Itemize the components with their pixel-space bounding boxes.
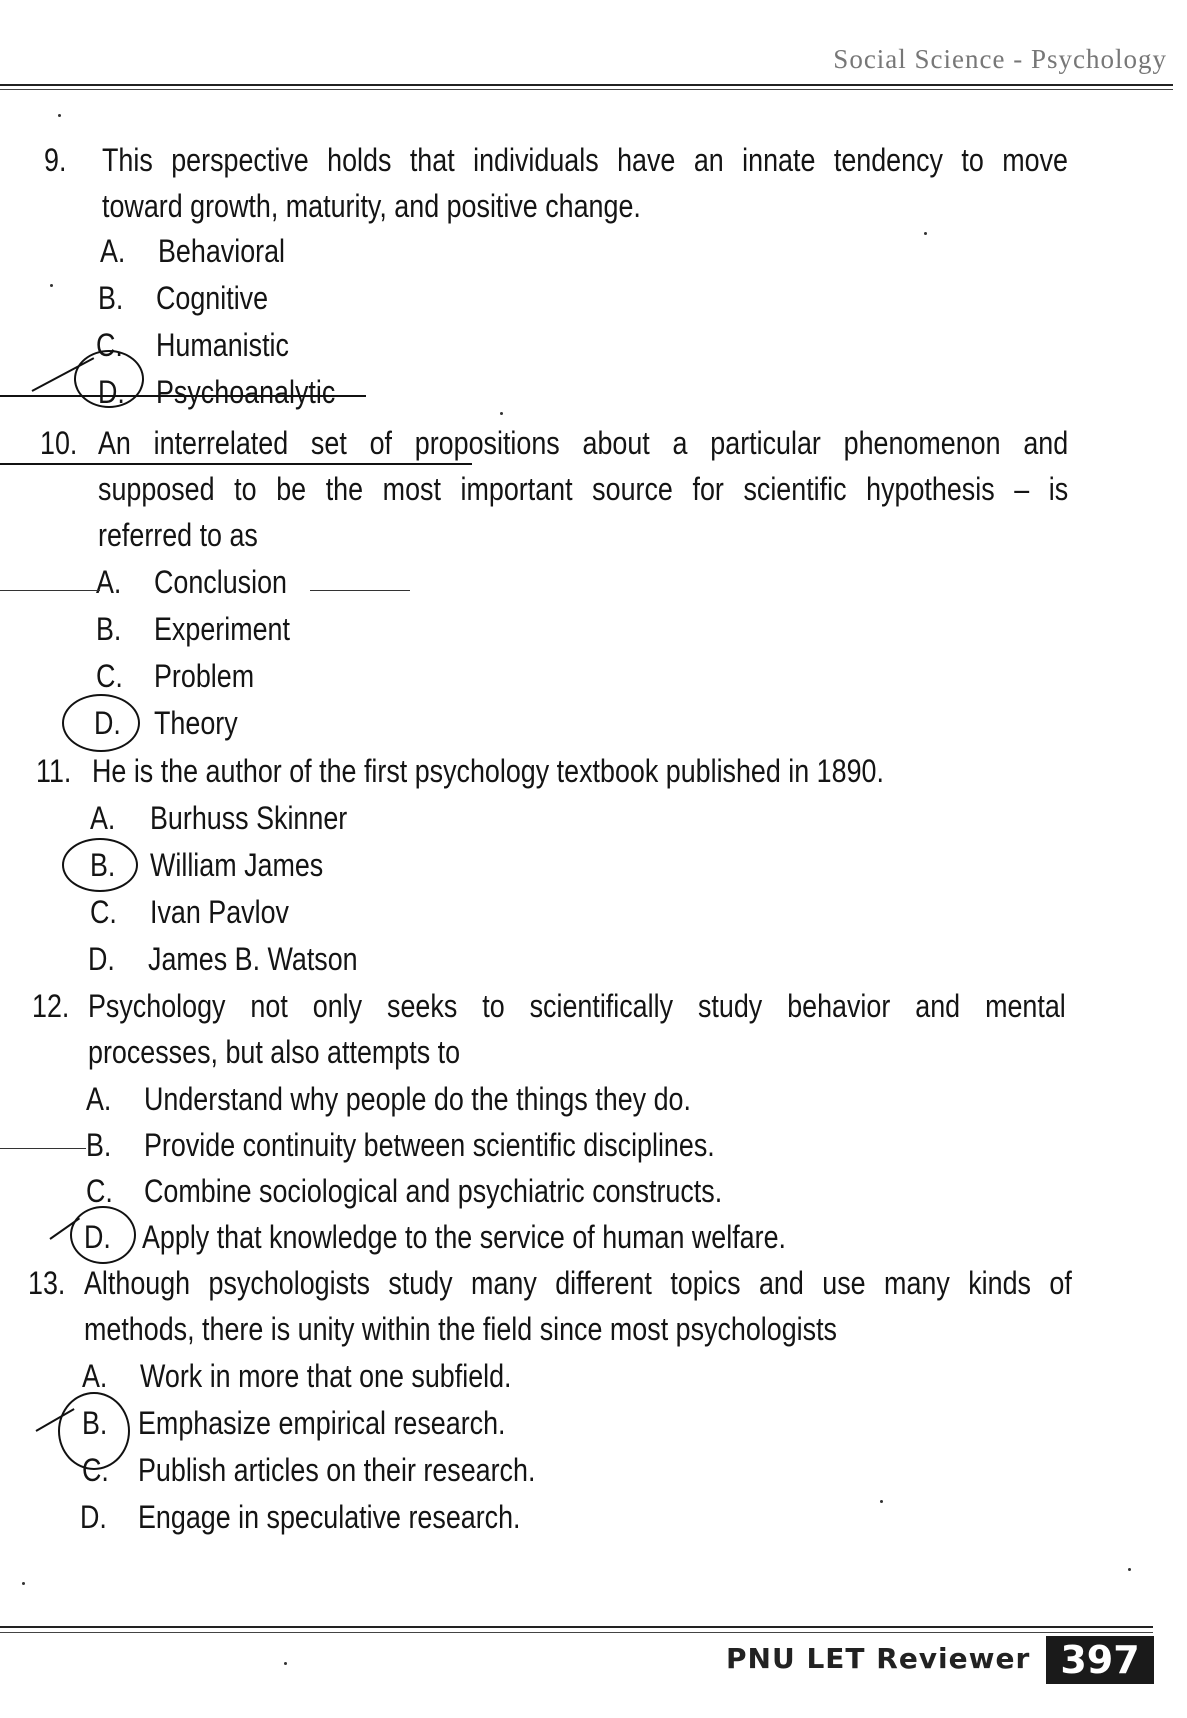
option-text: William James (150, 847, 324, 883)
answer-circle-mark (62, 838, 138, 892)
option-text: Emphasize empirical research. (138, 1405, 506, 1441)
header-rule (0, 84, 1173, 86)
option-letter: A. (90, 800, 116, 836)
option-letter: A. (96, 564, 122, 600)
page-header-title: Social Science - Psychology (833, 44, 1167, 74)
option-text: Behavioral (158, 233, 286, 269)
scan-speck (284, 1662, 287, 1665)
option-letter: B. (90, 847, 116, 883)
scan-speck (22, 1582, 25, 1585)
page-number-badge: 397 (1046, 1636, 1154, 1684)
footer-rule (0, 1626, 1153, 1628)
question-text-line: processes, but also attempts to (88, 1034, 461, 1070)
question-text-line: Psychology not only seeks to scientifically study behavior and mental (88, 988, 1066, 1024)
option-letter: A. (82, 1358, 108, 1394)
option-text: Provide continuity between scientific disciplines. (144, 1127, 715, 1163)
question-number: 12. (32, 988, 70, 1024)
answer-circle-mark (74, 350, 144, 408)
scan-speck (500, 412, 503, 415)
option-letter: C. (96, 658, 123, 694)
option-letter: D. (88, 941, 115, 977)
question-number: 13. (28, 1265, 66, 1301)
option-letter: D. (98, 374, 125, 410)
header-rule-thin (0, 89, 1173, 90)
question-text-line: methods, there is unity within the field since most psychologists (84, 1311, 837, 1347)
question-text-line: toward growth, maturity, and positive change. (102, 188, 641, 224)
stray-line-mark (310, 590, 410, 591)
scan-speck (50, 284, 53, 287)
scan-speck (924, 232, 927, 235)
footer-rule-thin (0, 1632, 1153, 1633)
question-text-line: He is the author of the first psychology textbook published in 1890. (92, 753, 884, 789)
scan-speck (1128, 1568, 1131, 1571)
strikethrough-mark (0, 395, 366, 397)
option-letter: D. (84, 1219, 111, 1255)
question-text-line: This perspective holds that individuals have an innate tendency to move (102, 142, 1068, 178)
scan-speck (880, 1500, 883, 1503)
option-letter: C. (96, 327, 123, 363)
option-text: James B. Watson (148, 941, 358, 977)
question-text-line: referred to as (98, 517, 258, 553)
option-text: Combine sociological and psychiatric constructs. (144, 1173, 723, 1209)
option-text: Conclusion (154, 564, 287, 600)
question-text-line: An interrelated set of propositions about a particular phenomenon and (98, 425, 1069, 461)
answer-circle-mark (62, 694, 140, 752)
scan-speck (58, 114, 61, 117)
option-text: Publish articles on their research. (138, 1452, 536, 1488)
option-text: Experiment (154, 611, 290, 647)
option-letter: D. (80, 1499, 107, 1535)
stray-line-mark (0, 1148, 86, 1149)
option-letter: C. (82, 1452, 109, 1488)
option-text: Theory (154, 705, 238, 741)
option-letter: A. (100, 233, 126, 269)
option-text: Ivan Pavlov (150, 894, 289, 930)
option-letter: B. (98, 280, 124, 316)
option-letter: C. (86, 1173, 113, 1209)
option-text: Cognitive (156, 280, 269, 316)
option-letter: C. (90, 894, 117, 930)
option-letter: A. (86, 1081, 112, 1117)
option-letter: B. (96, 611, 122, 647)
option-text: Burhuss Skinner (150, 800, 348, 836)
option-letter: B. (82, 1405, 108, 1441)
question-text-line: supposed to be the most important source for scientific hypothesis – is (98, 471, 1069, 507)
option-text: Understand why people do the things they do. (144, 1081, 691, 1117)
answer-circle-mark (70, 1206, 136, 1264)
option-text: Humanistic (156, 327, 289, 363)
footer-title: PNU LET Reviewer (726, 1642, 1031, 1675)
option-text: Psychoanalytic (156, 374, 336, 410)
question-number: 9. (44, 142, 67, 178)
stray-line-mark (0, 590, 100, 591)
option-text: Engage in speculative research. (138, 1499, 521, 1535)
question-number: 11. (36, 753, 72, 789)
option-letter: B. (86, 1127, 112, 1163)
option-text: Problem (154, 658, 255, 694)
option-letter: D. (94, 705, 121, 741)
option-text: Work in more that one subfield. (140, 1358, 512, 1394)
question-number: 10. (40, 425, 78, 461)
question-text-line: Although psychologists study many different topics and use many kinds of (84, 1265, 1072, 1301)
option-text: Apply that knowledge to the service of human welfare. (142, 1219, 786, 1255)
